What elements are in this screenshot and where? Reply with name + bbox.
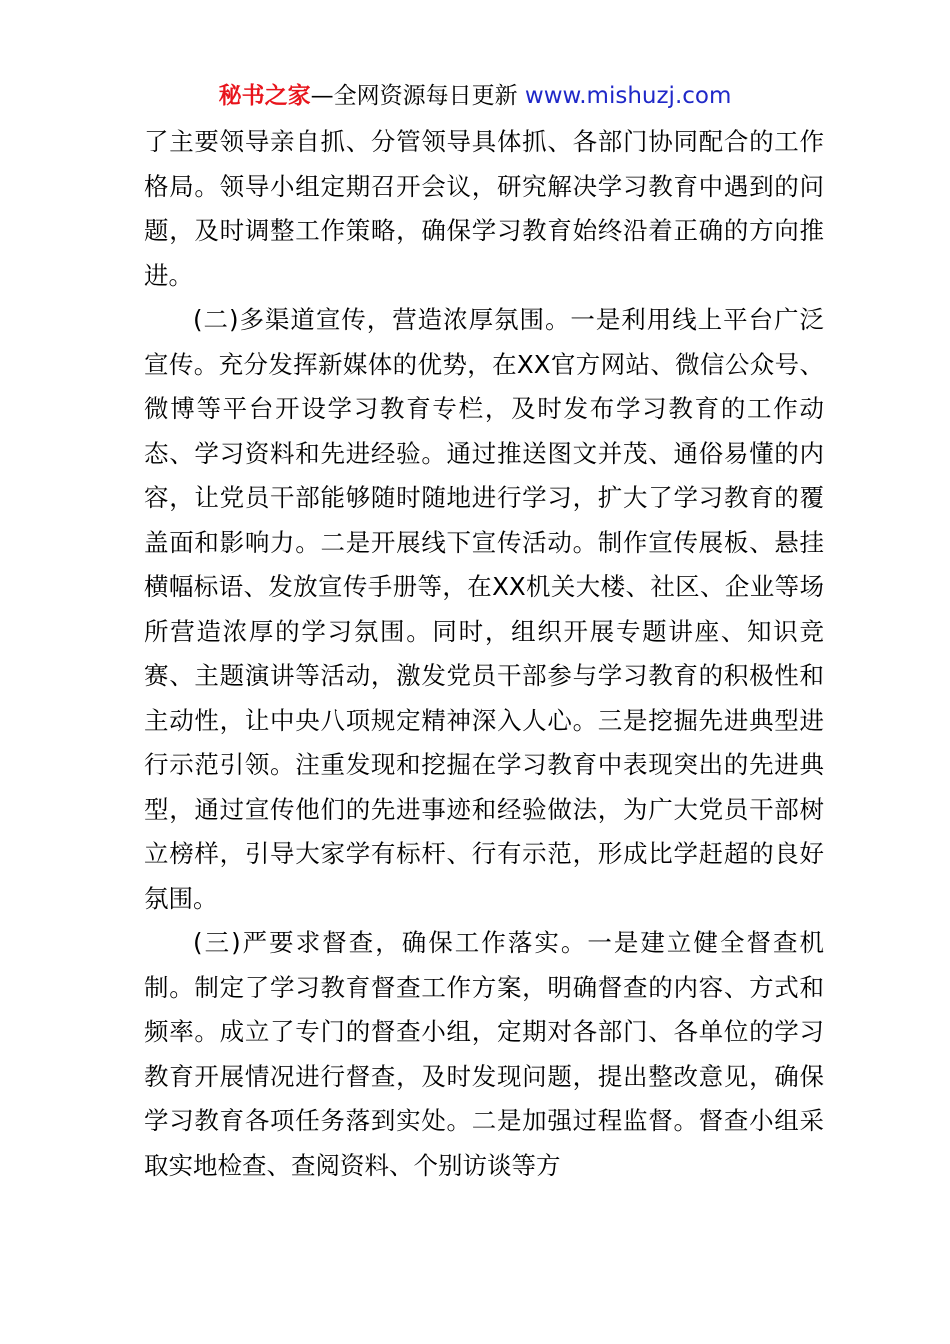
paragraph-continuation: 了主要领导亲自抓、分管领导具体抓、各部门协同配合的工作格局。领导小组定期召开会议，研究解决学习教育中遇到的问题，及时调整工作策略，确保学习教育始终沿着正确的方向推进。 — [144, 127, 824, 290]
document-body — [144, 120, 824, 1188]
site-header — [0, 80, 950, 112]
site-slogan: —全网资源每日更新 — [310, 83, 518, 109]
site-url-link[interactable]: www.mishuzj.com — [524, 83, 732, 109]
site-brand: 秘书之家 — [218, 83, 311, 109]
paragraph-section-2: (二)多渠道宣传，营造浓厚氛围。一是利用线上平台广泛宣传。充分发挥新媒体的优势，在XX官方网站、微信公众号、微博等平台开设学习教育专栏，及时发布学习教育的工作动态、学习资料和先进经验。通过推送图文并茂、通俗易懂的内容，让党员干部能够随时随地进行学习，扩大了学习教育的覆盖面和影响力。二是开展线下宣传活动。制作宣传展板、悬挂横幅标语、发放宣传手册等，在XX机关大楼、社区、企业等场所营造浓厚的学习氛围。同时，组织开展专题讲座、知识竞赛、主题演讲等活动，激发党员干部参与学习教育的积极性和主动性，让中央八项规定精神深入人心。三是挖掘先进典型进行示范引领。注重发现和挖掘在学习教育中表现突出的先进典型，通过宣传他们的先进事迹和经验做法，为广大党员干部树立榜样，引导大家学有标杆、行有示范，形成比学赶超的良好氛围。 — [144, 305, 824, 913]
paragraph-section-3: (三)严要求督查，确保工作落实。一是建立健全督查机制。制定了学习教育督查工作方案，明确督查的内容、方式和频率。成立了专门的督查小组，定期对各部门、各单位的学习教育开展情况进行督查，及时发现问题，提出整改意见，确保学习教育各项任务落到实处。二是加强过程监督。督查小组采取实地检查、查阅资料、个别访谈等方 — [144, 928, 824, 1180]
